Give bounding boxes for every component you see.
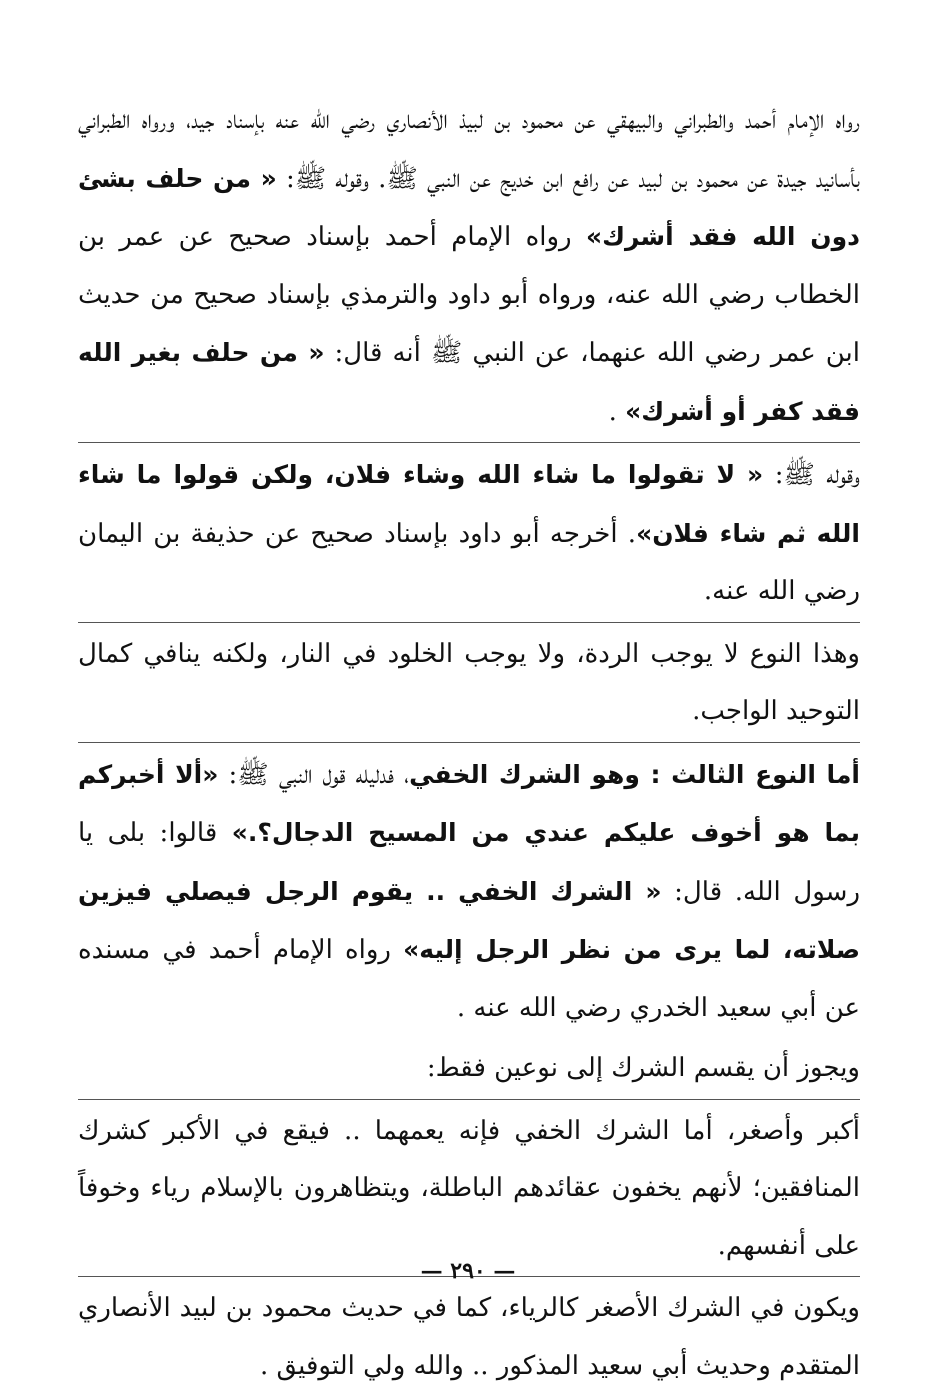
hadith-quote-bold: « الشرك الخفي .. يقوم الرجل فيصلي فيزين صلاته، لما يرى من نظر الرجل إليه»	[78, 876, 861, 964]
page-body	[78, 92, 860, 1395]
paragraph-6-text: أكبر وأصغر، أما الشرك الخفي فإنه يعمهما .. فيقع في الأكبر كشرك المنافقين؛ لأنهم يخفون عقائدهم الباطلة، ويتظاهرون بالإسلام رياء وخوفاً على أنفسهم.	[78, 1115, 860, 1261]
paragraph-3	[78, 626, 860, 741]
paragraph-divider	[78, 742, 860, 743]
paragraph-7	[78, 1280, 860, 1395]
page-number: — ٢٩٠ —	[420, 1258, 516, 1284]
hadith-quote-bold: «ألا أخبركم بما هو أخوف عليكم عندي من المسيح الدجال؟.»	[78, 759, 860, 847]
paragraph-6	[78, 1103, 860, 1276]
paragraph-2-text: وقوله ﷺ:	[763, 460, 860, 490]
paragraph-2	[78, 446, 860, 621]
paragraph-divider	[78, 1099, 860, 1100]
paragraph-4	[78, 746, 860, 1038]
hadith-quote-bold: « من حلف بغير الله فقد كفر أو أشرك»	[78, 338, 860, 426]
hadith-quote-bold: « من حلف بشئ دون الله فقد أشرك»	[78, 163, 860, 251]
paragraph-4-text: رواه الإمام أحمد في مسنده عن أبي سعيد الخدري رضي الله عنه .	[78, 935, 860, 1023]
paragraph-7-text: ويكون في الشرك الأصغر كالرياء، كما في حديث محمود بن لبيد الأنصاري المتقدم وحديث أبي سعيد المذكور .. والله ولي التوفيق .	[78, 1293, 860, 1381]
paragraph-4-text: قالوا: بلى يا رسول الله. قال:	[78, 818, 860, 907]
hadith-quote-bold: « لا تقولوا ما شاء الله وشاء فلان، ولكن قولوا ما شاء الله ثم شاء فلان»	[78, 460, 860, 548]
paragraph-1-text: رواه الإمام أحمد والطبراني والبيهقي عن محمود بن لبيذ الأنصاري رضي الله عنه بإسناد جيد، ورواه الطبراني بأسانيد جيدة عن محمود بن لبيد عن رافع ابن خديج عن النبي ﷺ. وقوله ﷺ:	[78, 105, 860, 194]
paragraph-2-text: . أخرجه أبو داود بإسناد صحيح عن حذيفة بن اليمان رضي الله عنه.	[78, 518, 860, 606]
paragraph-divider	[78, 442, 860, 443]
section-heading-bold: أما النوع الثالث : وهو الشرك الخفي	[409, 759, 860, 789]
paragraph-divider	[78, 622, 860, 623]
paragraph-1	[78, 92, 860, 441]
paragraph-4-text: ، فدليله قول النبي ﷺ:	[218, 759, 410, 790]
paragraph-5-text: ويجوز أن يقسم الشرك إلى نوعين فقط:	[426, 1053, 860, 1083]
paragraph-1-text: .	[608, 396, 626, 427]
paragraph-5	[78, 1040, 860, 1098]
paragraph-1-text: رواه الإمام أحمد بإسناد صحيح عن عمر بن الخطاب رضي الله عنه، ورواه أبو داود والترمذي بإسناد صحيح من حديث ابن عمر رضي الله عنهما، عن النبي ﷺ أنه قال:	[78, 222, 860, 368]
paragraph-3-text: وهذا النوع لا يوجب الردة، ولا يوجب الخلود في النار، ولكنه ينافي كمال التوحيد الواجب.	[78, 638, 860, 726]
